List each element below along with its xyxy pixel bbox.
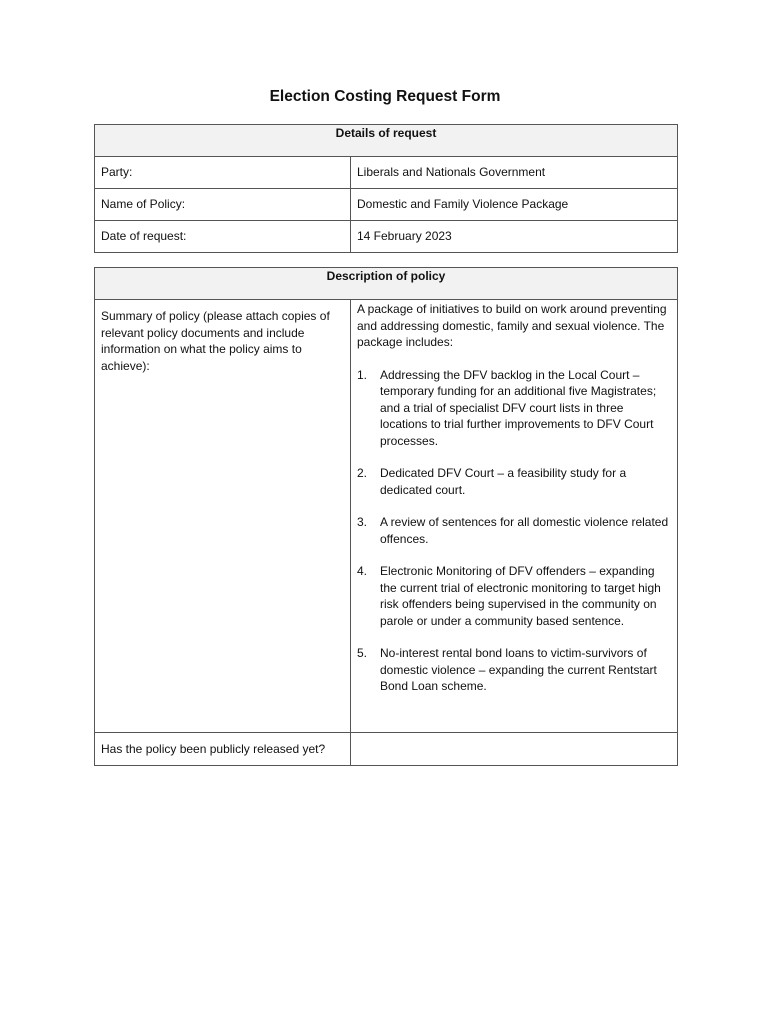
list-item [357,367,671,450]
table-row [95,733,678,766]
table-row [95,157,678,189]
policy-name-label: Name of Policy: [95,189,351,221]
list-item-number: 1. [357,367,368,382]
details-header: Details of request [95,125,678,157]
description-of-policy-table [94,267,678,766]
table-row [95,189,678,221]
summary-content [351,300,678,733]
released-label: Has the policy been publicly released yet? [95,733,351,766]
released-value [351,733,678,766]
table-row [95,221,678,253]
summary-label: Summary of policy (please attach copies of relevant policy documents and include information on what the policy aims to achieve): [95,300,351,733]
list-item-number: 3. [357,515,368,529]
description-header: Description of policy [95,268,678,300]
list-item-text: Addressing the DFV backlog in the Local Court – temporary funding for an additional five Magistrates; and a trial of specialist DFV court lists in three locations to trial further improvements to DFV Court processes. [380,367,657,448]
details-of-request-table [94,124,678,253]
request-date-label: Date of request: [95,221,351,253]
request-date-value: 14 February 2023 [351,221,678,253]
list-item [357,514,671,547]
list-item-text: Electronic Monitoring of DFV offenders – expanding the current trial of electronic monitoring to target high risk offenders being supervised in the community on parole or under a community based sentence. [380,564,661,628]
party-value: Liberals and Nationals Government [351,157,678,189]
list-item-number: 2. [357,466,368,480]
list-item [357,645,671,695]
list-item [357,563,671,629]
list-item-text: Dedicated DFV Court – a feasibility study for a dedicated court. [380,466,627,497]
list-item-number: 5. [357,646,368,660]
list-item-text: A review of sentences for all domestic violence related offences. [380,515,669,546]
list-item-text: No-interest rental bond loans to victim-survivors of domestic violence – expanding the current Rentstart Bond Loan scheme. [380,646,657,693]
initiatives-list [357,367,671,695]
list-item [357,465,671,498]
policy-name-value: Domestic and Family Violence Package [351,189,678,221]
summary-intro: A package of initiatives to build on work around preventing and addressing domestic, family and sexual violence. The package includes: [357,302,667,349]
party-label: Party: [95,157,351,189]
table-row [95,300,678,733]
form-title: Election Costing Request Form [269,88,501,105]
list-item-number: 4. [357,564,368,578]
